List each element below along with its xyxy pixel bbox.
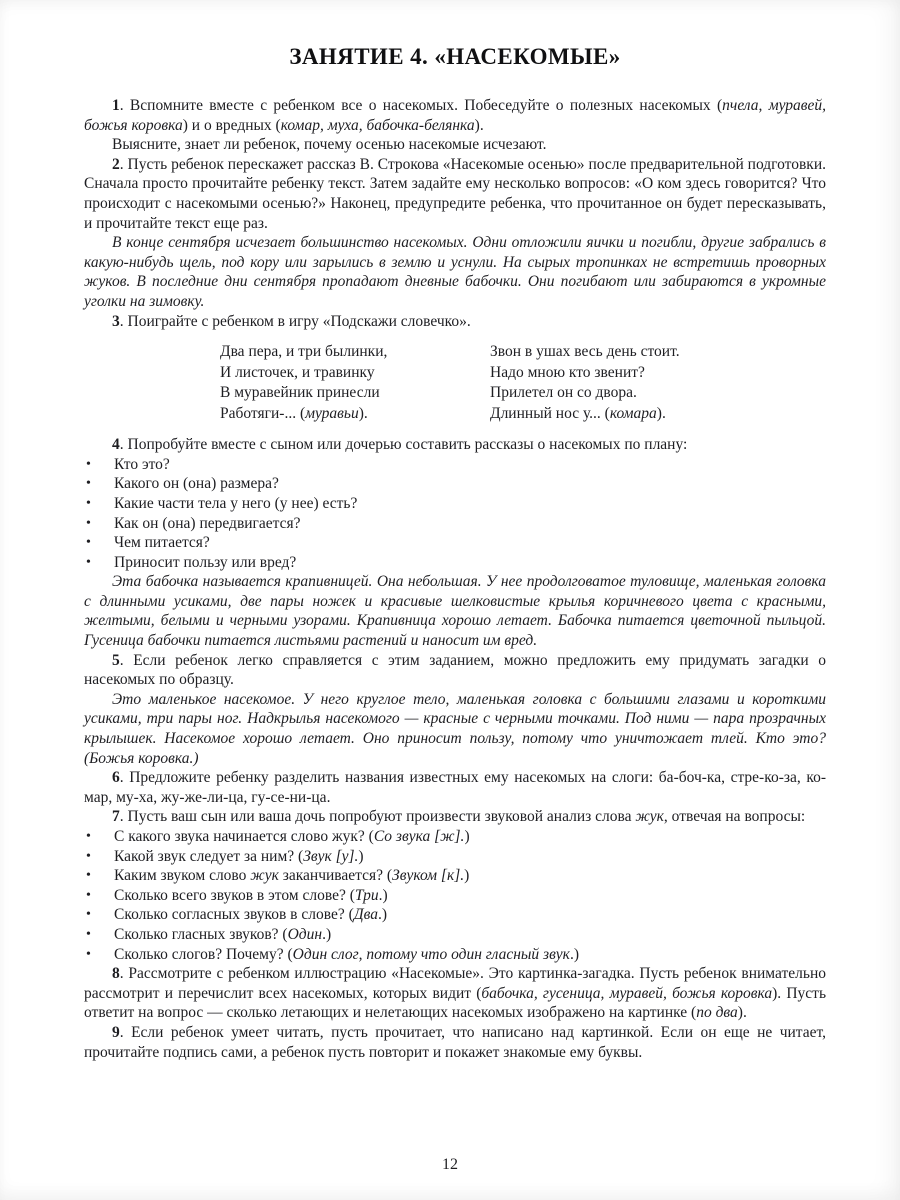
bullet-item	[84, 866, 826, 886]
bullet-icon: •	[86, 476, 91, 492]
poem-line	[490, 383, 680, 404]
paragraph	[84, 312, 826, 332]
text-segment: )	[464, 828, 470, 845]
paragraph	[84, 964, 826, 1023]
italic-paragraph	[84, 690, 826, 768]
bullet-icon: •	[86, 495, 91, 511]
text-segment: С какого звука начинается слово жук? (	[114, 828, 374, 845]
poem-line	[490, 404, 680, 425]
text-segment: жук	[635, 808, 664, 826]
text-segment: комара	[609, 404, 657, 422]
text-segment: 4	[112, 436, 120, 454]
text-segment: Кто это?	[114, 455, 170, 473]
text-segment: пчела, муравей, божья коровка	[84, 97, 826, 134]
bullet-icon: •	[86, 535, 91, 551]
text-segment: )	[358, 847, 364, 865]
text-segment: Выясните, знает ли ребенок, почему осенью насекомые исчезают.	[112, 136, 547, 154]
text-segment: . Вспомните вместе с ребенком все о насекомых. Побеседуйте о полезных насекомых (	[119, 97, 723, 114]
bullet-icon: •	[86, 887, 91, 903]
text-segment: .)	[322, 925, 332, 943]
text-segment: Эта бабочка называется крапивницей. Она небольшая. У нее продолговатое туловище, маленькая головка с длинными усиками, две пары ножек и красивые шелковистые крылья коричневого цвета с красными, желтыми, белыми и черными узорами. Крапивница хорошо летает. Бабочка питается цветочной пыльцой. Гусеница бабочки питается листьями растений и наносит им вред.	[84, 573, 826, 650]
text-segment: Длинный нос у... (	[490, 404, 610, 422]
bullet-icon: •	[86, 554, 91, 570]
bullet-text	[114, 906, 387, 923]
text-segment: ).	[474, 116, 484, 134]
text-segment: )	[464, 867, 470, 885]
bullet-item	[84, 533, 826, 553]
text-segment: Каким звуком слово	[114, 867, 251, 885]
text-segment: Как он (она) передвигается?	[114, 514, 301, 532]
text-segment: .)	[378, 906, 388, 924]
text-segment: 3	[112, 312, 120, 330]
text-segment: Сколько всего звуков в этом слове? (	[114, 886, 355, 904]
text-segment: 2	[112, 155, 120, 173]
text-segment: . Пусть ребенок перескажет рассказ В. Строкова «Насекомые осенью» после предварительной подготовки. Сначала просто прочитайте ребенку текст. Затем задайте ему несколько вопросов: «О ком здесь говорится? Что происходит с насекомыми осенью?» Наконец, предупредите ребенка, что прочитанное он будет пересказывать, и прочитайте текст еще раз.	[84, 155, 826, 232]
text-segment: Со звука [ж].	[373, 828, 465, 845]
text-segment: В конце сентября исчезает большинство насекомых. Одни отложили яички и погибли, другие забрались в какую-нибудь щель, под кору или зарылись в землю и уснули. На сырых тропинках не встретишь проворных жуков. В последние дни сентября пропадают дневные бабочки. Они погибают или забираются в укромные уголки на зимовку.	[84, 234, 826, 310]
text-segment: Сколько согласных звуков в слове? (	[114, 906, 354, 924]
document-blocks	[84, 96, 826, 1062]
bullet-text	[114, 554, 296, 571]
text-segment: Надо мною кто звенит?	[490, 363, 645, 381]
text-segment: Прилетел он со двора.	[490, 384, 637, 402]
page-title: ЗАНЯТИЕ 4. «НАСЕКОМЫЕ»	[289, 44, 621, 69]
bullet-text	[114, 946, 579, 963]
bullet-item	[84, 925, 826, 945]
bullet-icon: •	[86, 515, 91, 531]
text-segment: Какие части тела у него (у нее) есть?	[114, 494, 358, 512]
text-segment: заканчивается? (	[278, 867, 393, 885]
text-segment: . Попробуйте вместе с сыном или дочерью составить рассказы о насекомых по плану:	[119, 436, 688, 454]
text-segment: Работяги-... (	[220, 404, 306, 422]
bullet-item	[84, 455, 826, 475]
text-segment: . Если ребенок легко справляется с этим заданием, можно предложить ему придумать загадки о насекомых по образцу.	[84, 651, 826, 689]
italic-paragraph	[84, 572, 826, 650]
text-segment: .)	[378, 886, 388, 904]
bullet-text	[114, 456, 170, 473]
text-segment: жук	[250, 867, 279, 885]
text-segment: муравьи	[305, 404, 359, 422]
poem-line	[220, 342, 490, 363]
text-segment: бабочка, гусеница, муравей, божья коровка	[481, 984, 773, 1002]
poem	[220, 342, 826, 424]
bullet-item	[84, 494, 826, 514]
bullet-text	[114, 867, 469, 884]
text-segment: Один слог, потому что один гласный звук	[292, 945, 570, 963]
bullet-icon: •	[86, 848, 91, 864]
text-segment: . Предложите ребенку разделить названия известных ему насекомых на слоги: ба-боч-ка, стре-ко-за, ко-мар, му-ха, жу-же-ли-ца, гу-се-ни-ца.	[84, 769, 826, 806]
bullet-text	[114, 475, 279, 492]
text-segment: И листочек, и травинку	[220, 363, 375, 381]
paragraph	[84, 807, 826, 827]
paragraph	[84, 1023, 826, 1062]
text-segment: по два	[696, 1004, 738, 1022]
text-segment: ). Пусть ответит на вопрос — сколько летающих и нелетающих насекомых изображено на картинке (	[84, 984, 827, 1022]
poem-col-left	[220, 342, 490, 424]
text-segment: 1	[112, 97, 120, 114]
italic-paragraph	[84, 233, 826, 311]
document-content	[84, 44, 826, 1062]
text-segment: Два пера, и три былинки,	[220, 343, 388, 361]
text-segment: Какого он (она) размера?	[114, 475, 279, 493]
bullet-text	[114, 534, 210, 551]
bullet-icon: •	[86, 946, 91, 962]
bullet-text	[114, 515, 301, 532]
text-segment: ) и о вредных (	[182, 116, 281, 134]
text-segment: 7	[112, 808, 120, 826]
text-segment: . Если ребенок умеет читать, пусть прочитает, что написано над картинкой. Если он еще не читает, прочитайте подпись сами, а ребенок пусть повторит и покажет знакомые ему буквы.	[84, 1023, 826, 1061]
text-segment: Сколько гласных звуков? (	[114, 925, 288, 943]
text-segment: Приносит пользу или вред?	[114, 553, 297, 571]
text-segment: 8	[112, 965, 120, 983]
text-segment: . Пусть ваш сын или ваша дочь попробуют произвести звуковой анализ слова	[119, 808, 636, 826]
bullet-text	[114, 887, 388, 904]
bullet-text	[114, 848, 364, 865]
bullet-text	[114, 926, 331, 943]
bullet-text	[114, 828, 470, 845]
poem-line	[490, 342, 680, 363]
text-segment: Звон в ушах весь день стоит.	[490, 343, 680, 361]
text-segment: 9	[112, 1023, 120, 1041]
text-segment: 5	[112, 651, 120, 669]
text-segment: Это маленькое насекомое. У него круглое тело, маленькая головка с большими глазами и короткими усиками, три пары ног. Надкрылья насекомого — красные с черными точками. Под ними — пара прозрачных крылышек. Насекомое хорошо летает. Оно приносит пользу, потому что уничтожает тлей. Кто это? (Божья коровка.)	[84, 690, 826, 767]
paragraph	[84, 768, 826, 807]
text-segment: .)	[569, 945, 579, 963]
bullet-icon: •	[86, 868, 91, 884]
text-segment: , отвечая на вопросы:	[663, 808, 806, 826]
text-segment: комар, муха, бабочка-белянка	[280, 116, 475, 134]
text-segment: Звук [у].	[303, 847, 359, 865]
bullet-item	[84, 474, 826, 494]
text-segment: Два	[353, 906, 378, 924]
text-segment: Три	[354, 886, 379, 904]
paragraph	[84, 155, 826, 233]
text-segment: ).	[737, 1004, 747, 1022]
text-segment: Звуком [к].	[392, 867, 465, 885]
poem-line	[220, 404, 490, 425]
text-segment: Сколько слогов? Почему? (	[114, 945, 293, 963]
paragraph	[84, 435, 826, 455]
text-segment: ).	[358, 404, 368, 422]
bullet-item	[84, 553, 826, 573]
poem-col-right	[490, 342, 680, 424]
poem-line	[220, 363, 490, 384]
paragraph	[84, 96, 826, 135]
text-segment: В муравейник принесли	[220, 384, 380, 402]
poem-line	[220, 383, 490, 404]
text-segment: 6	[112, 769, 120, 787]
poem-line	[490, 363, 680, 384]
text-segment: . Рассмотрите с ребенком иллюстрацию «Насекомые». Это картинка-загадка. Пусть ребенок внимательно рассмотрит и перечислит всех насекомых, которых видит (	[84, 965, 826, 1002]
paragraph	[84, 651, 826, 690]
paragraph	[84, 135, 826, 155]
bullet-item	[84, 847, 826, 867]
text-segment: Чем питается?	[114, 534, 210, 552]
bullet-text	[114, 495, 357, 512]
text-segment: ).	[656, 404, 666, 422]
bullet-icon: •	[86, 829, 91, 844]
bullet-item	[84, 514, 826, 534]
bullet-item	[84, 827, 826, 847]
text-segment: . Поиграйте с ребенком в игру «Подскажи словечко».	[119, 312, 471, 330]
bullet-item	[84, 945, 826, 965]
bullet-item	[84, 886, 826, 906]
bullet-icon: •	[86, 907, 91, 923]
text-segment: Один	[287, 925, 323, 943]
bullet-item	[84, 905, 826, 925]
text-segment: Какой звук следует за ним? (	[114, 847, 304, 865]
bullet-icon: •	[86, 456, 91, 472]
page-number: 12	[442, 1156, 458, 1173]
bullet-icon: •	[86, 926, 91, 942]
